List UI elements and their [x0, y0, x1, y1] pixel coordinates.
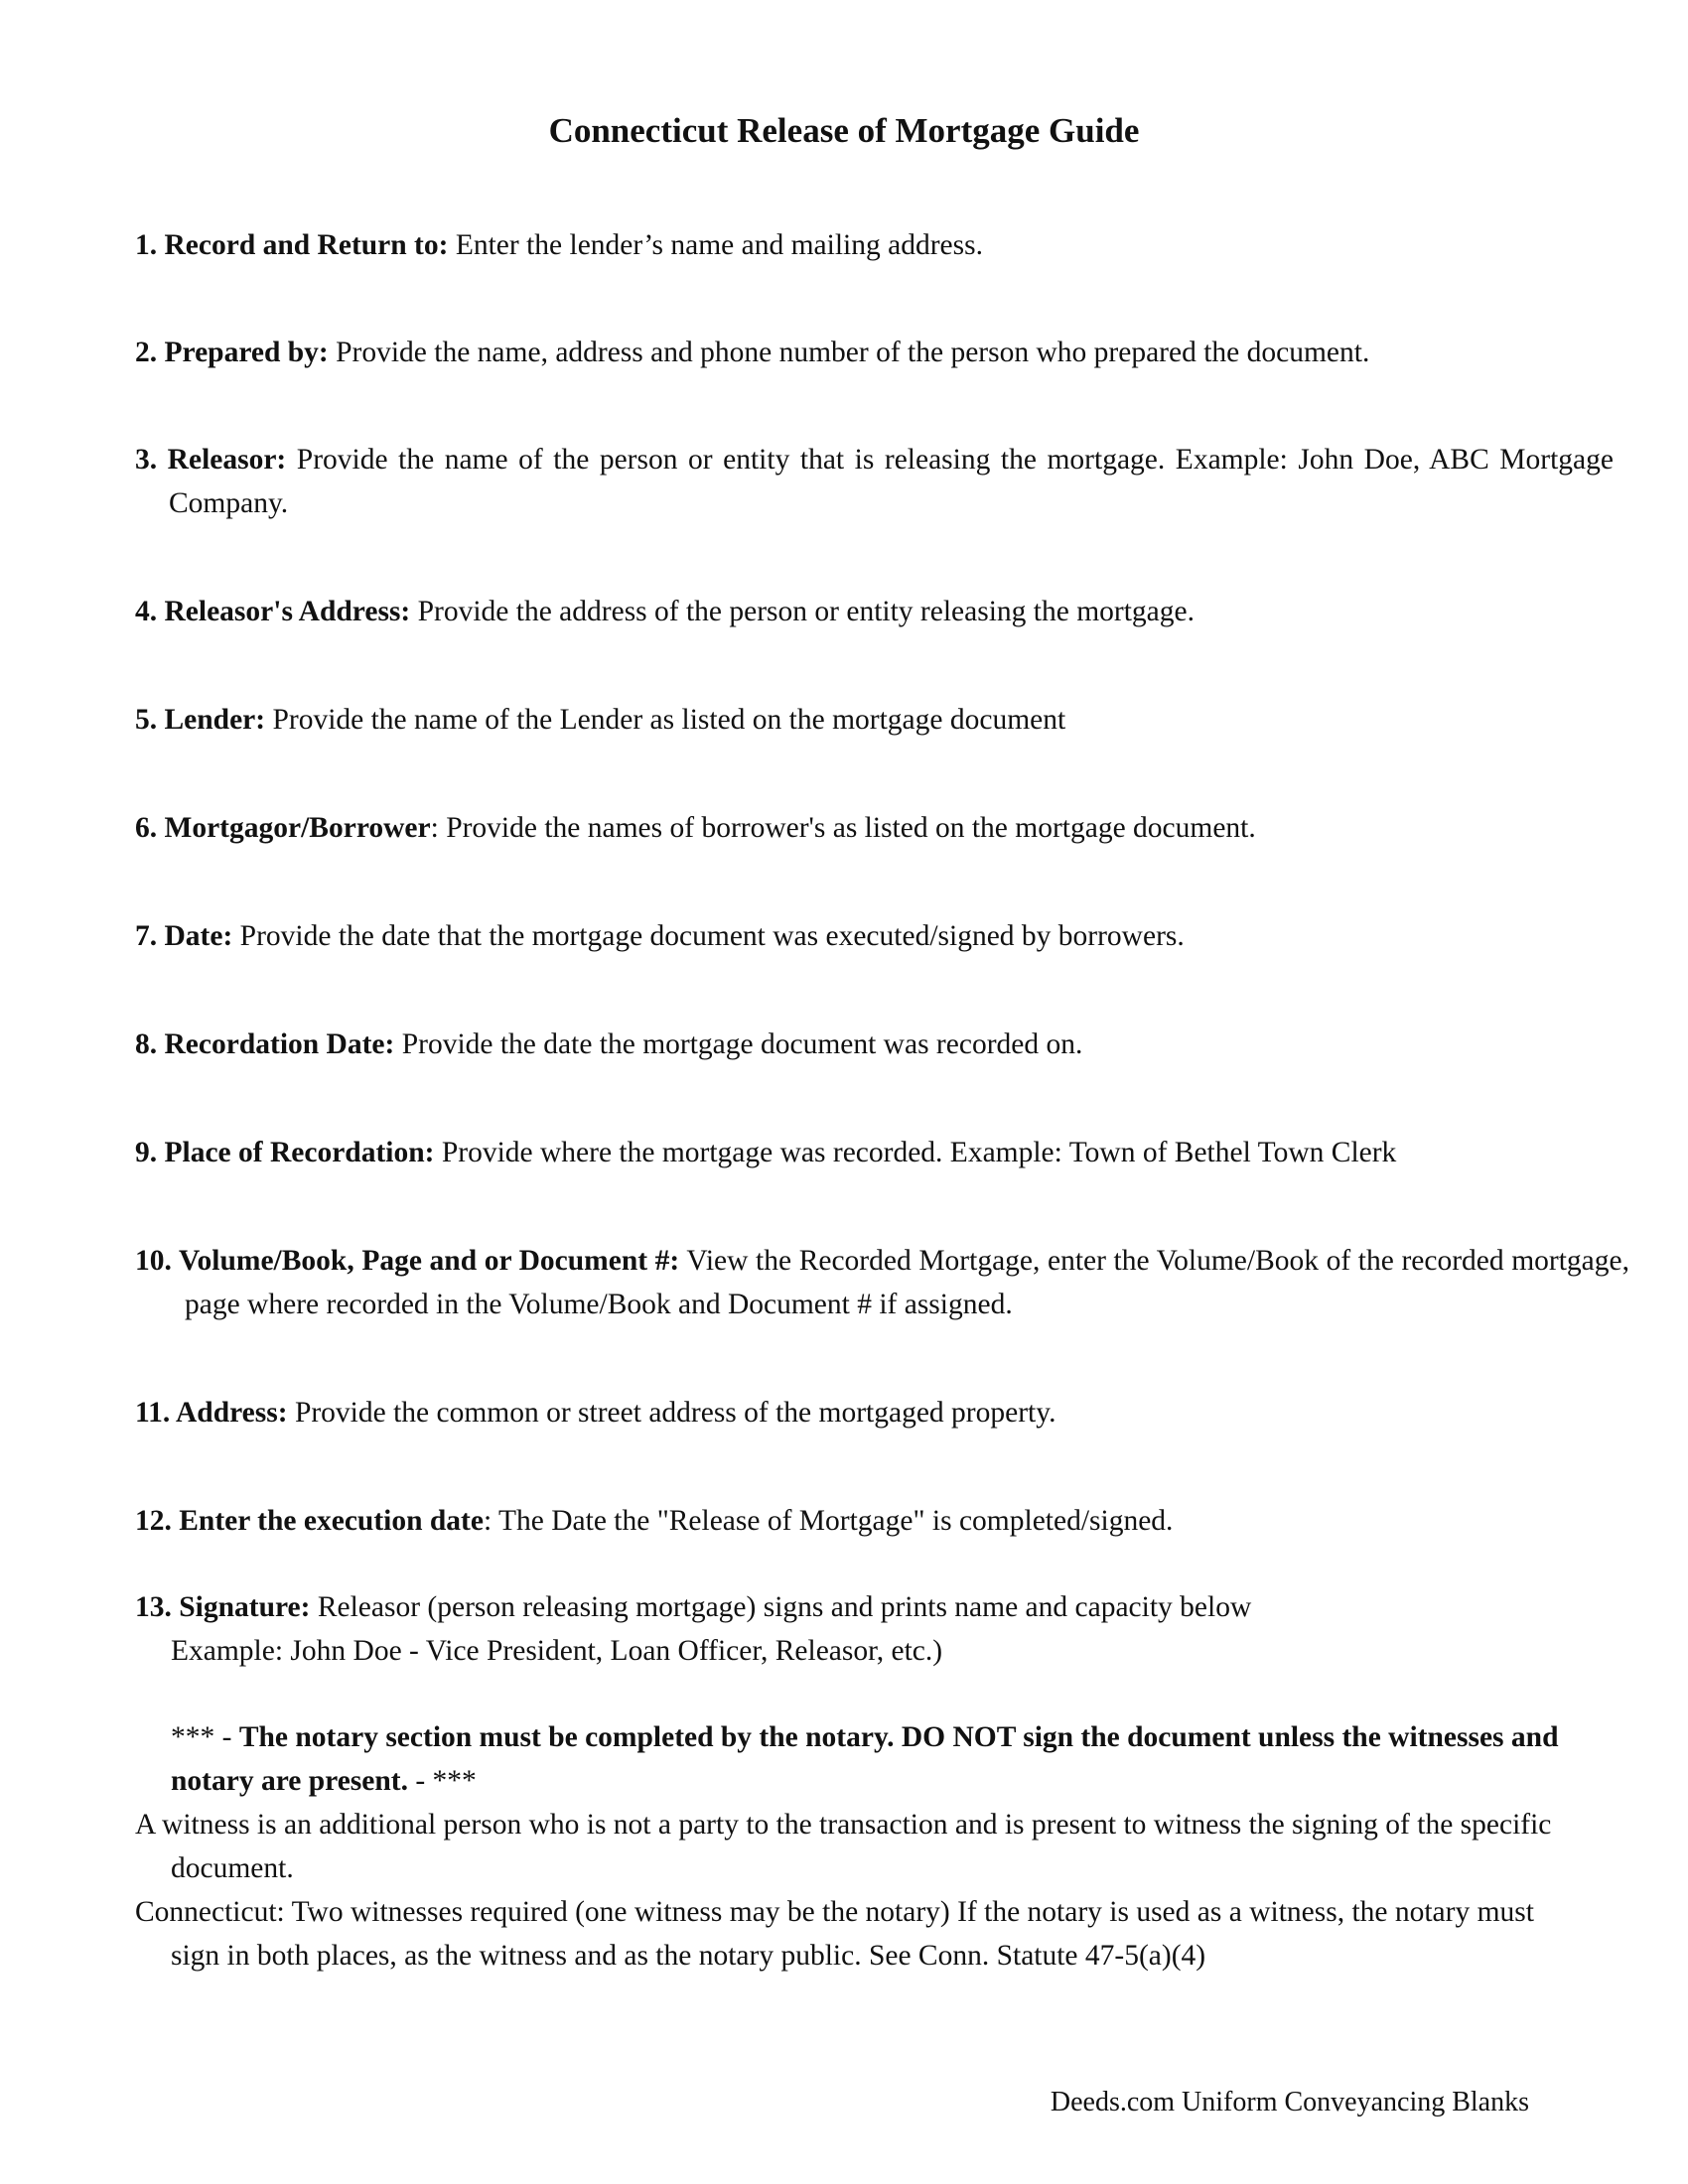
item-text: Provide the date the mortgage document was recorded on. — [394, 1028, 1083, 1060]
item-text: Provide the common or street address of the mortgaged property. — [287, 1397, 1056, 1429]
item-label: 9. Place of Recordation: — [135, 1137, 435, 1168]
item-label: 7. Date: — [135, 920, 233, 952]
connecticut-paragraph: Connecticut: Two witnesses required (one witness may be the notary) If the notary is used as a witness, the notary must sign in both places, as the witness and as the notary public. See Conn. Statute 47-5(a)(4) — [135, 1896, 1534, 1972]
item-label: 8. Recordation Date: — [135, 1028, 395, 1060]
item-text: : Provide the names of borrower's as listed on the mortgage document. — [430, 812, 1256, 844]
item-label: 4. Releasor's Address: — [135, 596, 411, 627]
guide-item-7 — [135, 914, 1580, 958]
page-title: Connecticut Release of Mortgage Guide — [548, 111, 1140, 150]
guide-item-4 — [135, 590, 1580, 633]
guide-item-2 — [135, 331, 1580, 374]
item-label: 6. Mortgagor/Borrower — [135, 812, 431, 844]
guide-item-12 — [135, 1499, 1580, 1543]
item-label: 1. Record and Return to: — [135, 229, 449, 261]
item-label: 13. Signature: — [135, 1591, 311, 1623]
notary-warning-prefix: *** - — [171, 1721, 239, 1753]
guide-item-13 — [135, 1585, 1580, 1629]
item-label: 12. Enter the execution date — [135, 1505, 484, 1537]
witness-paragraph: A witness is an additional person who is not a party to the transaction and is present to witness the signing of the specific document. — [135, 1809, 1552, 1884]
item-label: 10. Volume/Book, Page and or Document #: — [135, 1245, 680, 1277]
item-text: Provide the name, address and phone number of the person who prepared the document. — [328, 337, 1370, 368]
item-text: Enter the lender’s name and mailing address. — [448, 229, 983, 261]
guide-item-1 — [135, 223, 1580, 267]
guide-item-5 — [135, 698, 1580, 742]
item-text: Provide where the mortgage was recorded. Example: Town of Bethel Town Clerk — [434, 1137, 1397, 1168]
item-text: Provide the address of the person or entity releasing the mortgage. — [410, 596, 1195, 627]
signature-example: Example: John Doe - Vice President, Loan Officer, Releasor, etc.) — [171, 1635, 943, 1667]
notary-warning — [171, 1715, 1581, 1803]
item-label: 3. Releasor: — [135, 444, 287, 476]
item-label: 2. Prepared by: — [135, 337, 329, 368]
footer-text: Deeds.com Uniform Conveyancing Blanks — [1050, 2087, 1529, 2117]
item-text: Provide the name of the person or entity that is releasing the mortgage. Example: John Doe, ABC Mortgage Company. — [169, 444, 1614, 519]
notary-warning-suffix: - *** — [407, 1765, 477, 1797]
guide-item-3 — [135, 438, 1614, 525]
guide-item-8 — [135, 1023, 1580, 1066]
item-text: Provide the name of the Lender as listed on the mortgage document — [265, 704, 1066, 736]
guide-item-6 — [135, 806, 1580, 850]
notary-warning-text: The notary section must be completed by the notary. DO NOT sign the document unless the witnesses and notary are present. — [171, 1721, 1559, 1797]
item-label: 5. Lender: — [135, 704, 266, 736]
item-text: Provide the date that the mortgage document was executed/signed by borrowers. — [232, 920, 1185, 952]
guide-item-11 — [135, 1391, 1580, 1434]
guide-item-9 — [135, 1131, 1580, 1174]
item-label: 11. Address: — [135, 1397, 288, 1429]
guide-item-10 — [135, 1239, 1629, 1326]
item-text: : The Date the "Release of Mortgage" is completed/signed. — [483, 1505, 1174, 1537]
item-text: Releasor (person releasing mortgage) signs and prints name and capacity below — [310, 1591, 1252, 1623]
item-text: View the Recorded Mortgage, enter the Volume/Book of the recorded mortgage, page where recorded in the Volume/Book and Document # if assigned. — [185, 1245, 1629, 1320]
